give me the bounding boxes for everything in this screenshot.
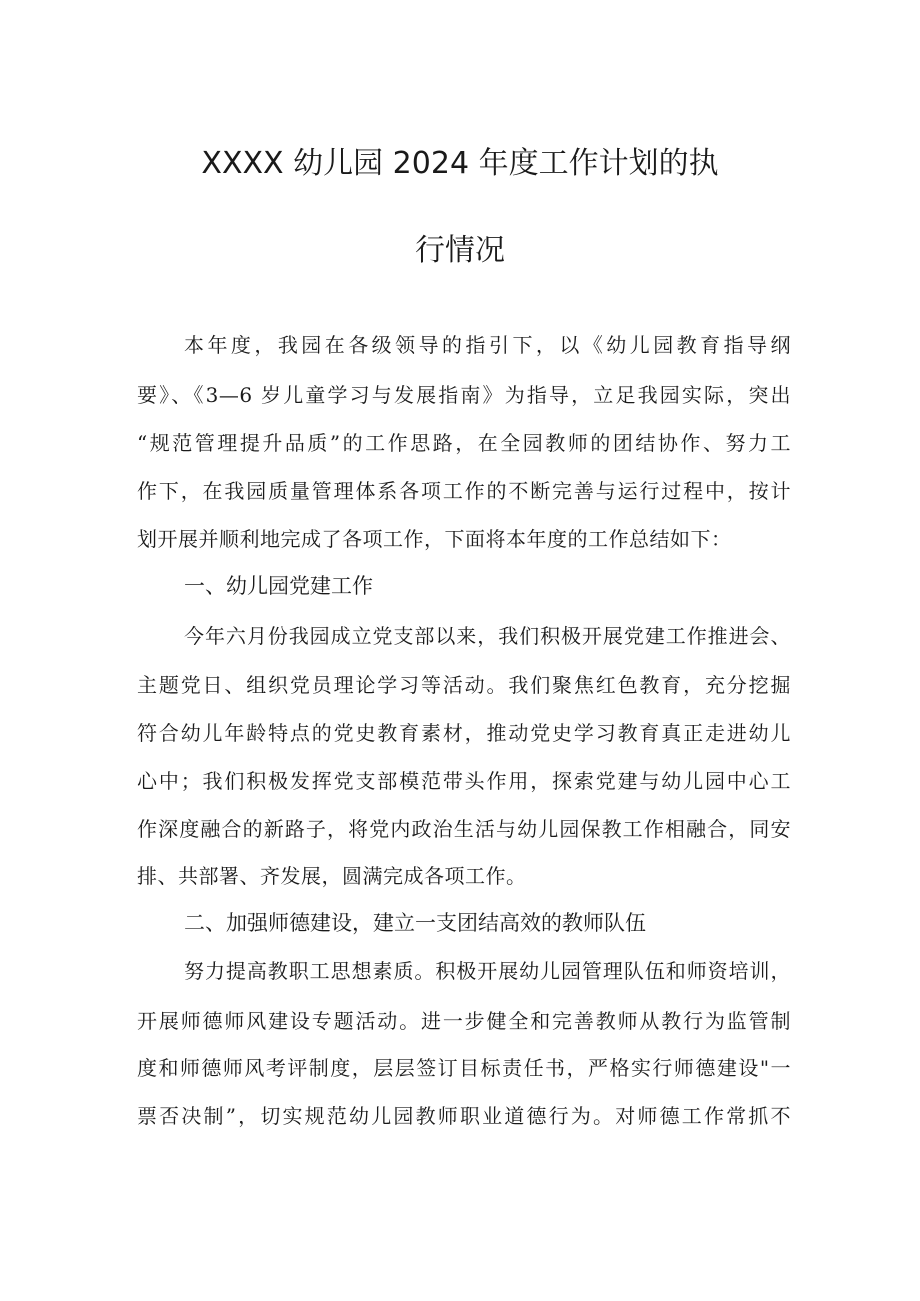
intro-line: “规范管理提升品质”的工作思路，在全园教师的团结协作、努力工 <box>137 431 791 455</box>
section1-line: 符合幼儿年龄特点的党史教育素材，推动党史学习教育真正走进幼儿 <box>137 721 791 745</box>
intro-line: 划开展并顺利地完成了各项工作，下面将本年度的工作总结如下： <box>137 527 732 551</box>
section-heading-party-building: 一、幼儿园党建工作 <box>184 574 373 598</box>
document-title-line-2: 行情况 <box>415 233 505 268</box>
intro-line: 本年度，我园在各级领导的指引下，以《幼儿园教育指导纲 <box>184 333 791 357</box>
section2-line: 开展师德师风建设专题活动。进一步健全和完善教师从教行为监管制 <box>137 1009 791 1033</box>
section2-line: 努力提高教职工思想素质。积极开展幼儿园管理队伍和师资培训， <box>184 959 791 983</box>
section1-line: 作深度融合的新路子，将党内政治生活与幼儿园保教工作相融合，同安 <box>137 817 791 841</box>
section1-line: 排、共部署、齐发展，圆满完成各项工作。 <box>137 864 527 888</box>
intro-line: 作下，在我园质量管理体系各项工作的不断完善与运行过程中，按计 <box>137 479 791 503</box>
section2-line: 度和师德师风考评制度，层层签订目标责任书，严格实行师德建设"一 <box>137 1056 791 1080</box>
section-heading-teacher-ethics: 二、加强师德建设，建立一支团结高效的教师队伍 <box>184 911 646 935</box>
document-title-line-1: XXXX 幼儿园 2024 年度工作计划的执 <box>201 146 719 181</box>
intro-line: 要》、《3—6 岁儿童学习与发展指南》为指导，立足我园实际，突出 <box>137 383 791 407</box>
section2-line: 票否决制”，切实规范幼儿园教师职业道德行为。对师德工作常抓不 <box>137 1104 791 1128</box>
section1-line: 主题党日、组织党员理论学习等活动。我们聚焦红色教育，充分挖掘 <box>137 673 791 697</box>
section1-line: 今年六月份我园成立党支部以来，我们积极开展党建工作推进会、 <box>184 624 791 648</box>
section1-line: 心中；我们积极发挥党支部模范带头作用，探索党建与幼儿园中心工 <box>137 769 791 793</box>
